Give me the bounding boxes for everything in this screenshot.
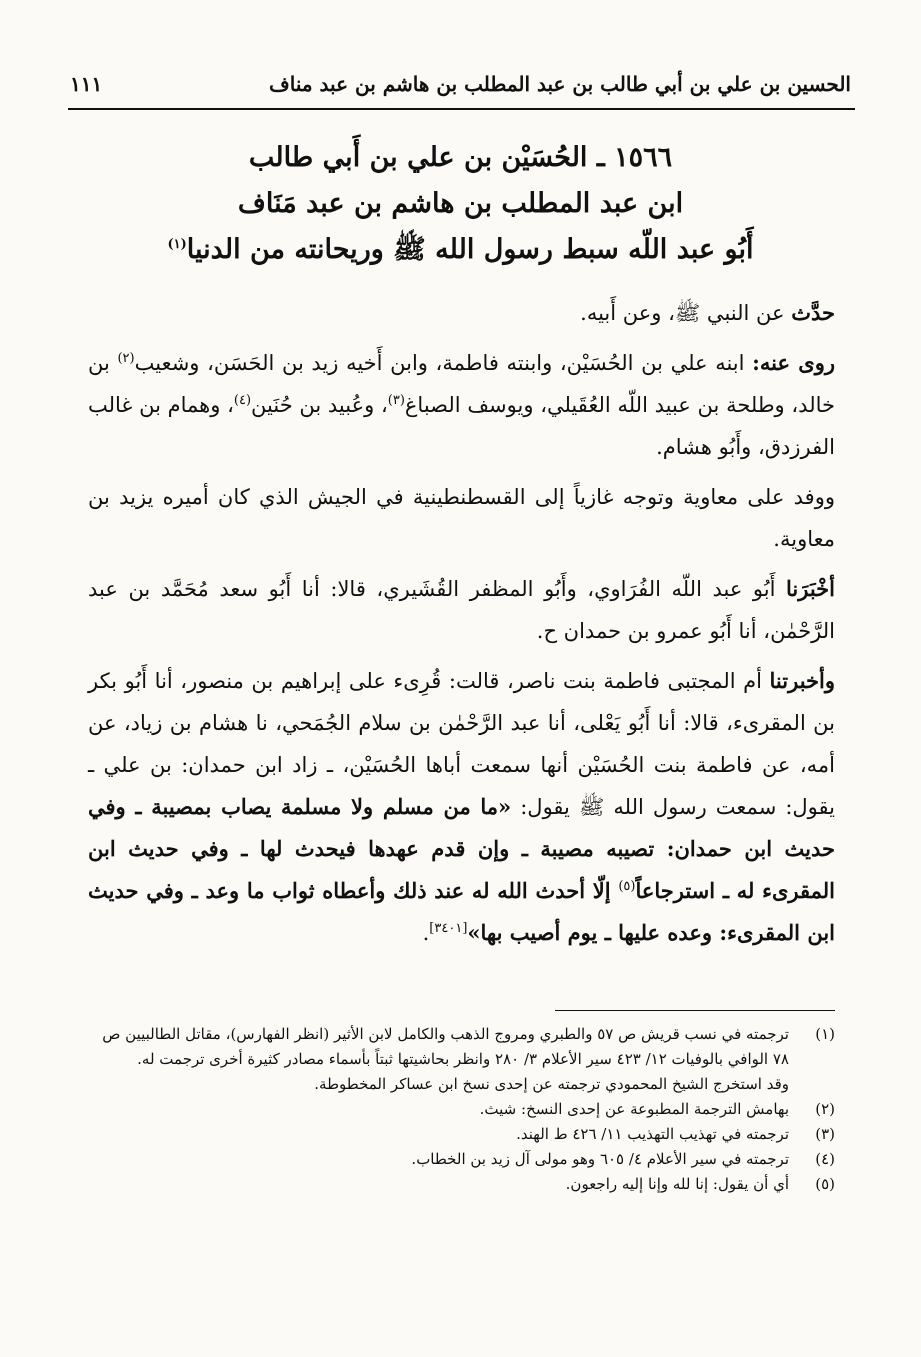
paragraph-4 [88,568,835,652]
header-rule [68,108,855,110]
footnote-1-continuation: وقد استخرج الشيخ المحمودي ترجمته عن إحدى نسخ ابن عساكر المخطوطة. [314,1075,789,1093]
footnote-number: (٤) [815,1150,835,1168]
title-line-1: ١٥٦٦ ـ الحُسَيْن بن علي بن أَبي طالب [248,142,673,173]
footnote-text: بهامش الترجمة المطبوعة عن إحدى النسخ: شيث. [479,1100,789,1118]
paragraph-2-text-d: ، وهمام بن غالب الفرزدق، وأَبُو هشام. [88,393,835,459]
paragraph-1 [88,292,835,334]
paragraph-4-text: أَبُو عبد اللّه الفُرَاوي، وأَبُو المظفر القُشَيري، قالا: أنا أَبُو سعد مُحَمَّد بن عبد الرَّحْمٰن، أنا أَبُو عمرو بن حمدان ح. [88,577,835,643]
footnote-ref-5: (٥) [618,879,636,894]
footnote-text: أي أن يقول: إنا لله وإنا إليه راجعون. [565,1175,789,1193]
footnote-text: ترجمته في نسب قريش ص ٥٧ والطبري ومروج الذهب والكامل لابن الأثير (انظر الفهارس)، مقاتل الطالبيين ص ٧٨ الوافي بالوفيات ١٢/ ٤٢٣ سير الأعلام ٣/ ٢٨٠ وانظر بحاشيتها ثبتاً بأسماء مصادر كثيرة أخرى ترجمت له. [102,1025,789,1068]
paragraph-2-text-b: بن خالد، وطلحة بن عبيد اللّه العُقَيلي، ويوسف الصباغ [88,351,835,417]
footnote-ref-4: (٤) [233,393,252,408]
footnote-ref-2: (٢) [117,351,135,366]
footnote-ref-3: (٣) [387,393,405,408]
paragraph-2-text-c: ، وعُبيد بن حُنَين [251,393,388,417]
paragraph-2-lead: روى عنه: [752,350,835,375]
paragraph-2 [88,342,835,468]
paragraph-2-text-a: ابنه علي بن الحُسَيْن، وابنته فاطمة، وابن أَخيه زيد بن الحَسَن، وشعيب [134,351,753,375]
footnote-3 [88,1122,835,1147]
footnote-number: (٢) [815,1100,835,1118]
title-line-3-text: أَبُو عبد اللّه سبط رسول الله ﷺ وريحانته من الدنيا [186,234,754,265]
footnote-2 [88,1097,835,1122]
footnote-number: (٥) [815,1175,835,1193]
footnote-5 [88,1172,835,1197]
title-line-2: ابن عبد المطلب بن هاشم بن عبد مَنَاف [237,188,684,219]
running-header [70,62,851,106]
footnote-text: ترجمته في تهذيب التهذيب ١١/ ٤٢٦ ط الهند. [516,1125,789,1143]
paragraph-5-end: . [422,921,430,945]
footnote-number: (١) [815,1025,835,1043]
paragraph-5-text-a: أم المجتبى فاطمة بنت ناصر، قالت: قُرِىء على إبراهيم بن منصور، أنا أَبُو بكر بن المقرىء، قالا: أنا أَبُو يَعْلى، أنا عبد الرَّحْمٰن بن سلام الجُمَحي، نا هشام بن زياد، عن أمه، عن فاطمة بنت الحُسَيْن أنها سمعت أباها الحُسَيْن، ـ زاد ابن حمدان: بن علي ـ يقول: سمعت رسول الله ﷺ يقول: [88,669,836,819]
entry-body [88,292,835,962]
paragraph-3: ووفد على معاوية وتوجه غازياً إلى القسطنطينية في الجيش الذي كان أميره يزيد بن معاوية. [88,485,835,551]
page-number: ١١١ [70,72,103,96]
footnote-text: ترجمته في سير الأعلام ٤/ ٦٠٥ وهو مولى آل زيد بن الخطاب. [411,1150,789,1168]
entry-title [100,135,821,273]
footnote-4 [88,1147,835,1172]
footnote-rule [555,1010,835,1011]
hadith-text: «ما من مسلم ولا مسلمة يصاب بمصيبة ـ وفي حديث ابن حمدان: تصيبه مصيبة ـ وإن قدم عهدها فيحدث لها ـ وفي حديث ابن المقرىء له ـ استرجاعاً [88,794,835,903]
paragraph-1-text: عن النبي ﷺ، وعن أَبيه. [580,301,792,325]
footnote-1 [88,1022,835,1072]
paragraph-5 [88,660,835,954]
title-line-3 [100,227,821,273]
paragraph-4-lead: أخْبَرَنا [786,576,835,601]
footnote-number: (٣) [815,1125,835,1143]
footnotes [88,1022,835,1197]
footnote-ref-1: (١) [167,237,187,252]
hadith-reference: [٣٤٠١] [429,921,468,936]
paragraph-5-lead: وأخبرتنا [769,668,835,693]
running-title: الحسين بن علي بن أبي طالب بن عبد المطلب بن هاشم بن عبد مناف [269,72,851,96]
paragraph-1-lead: حدَّث [791,300,835,325]
hadith-text-cont: إلّا أحدث الله له عند ذلك وأعطاه ثواب ما وعد ـ وفي حديث ابن المقرىء: وعده عليها ـ يوم أصيب بها» [88,878,835,945]
